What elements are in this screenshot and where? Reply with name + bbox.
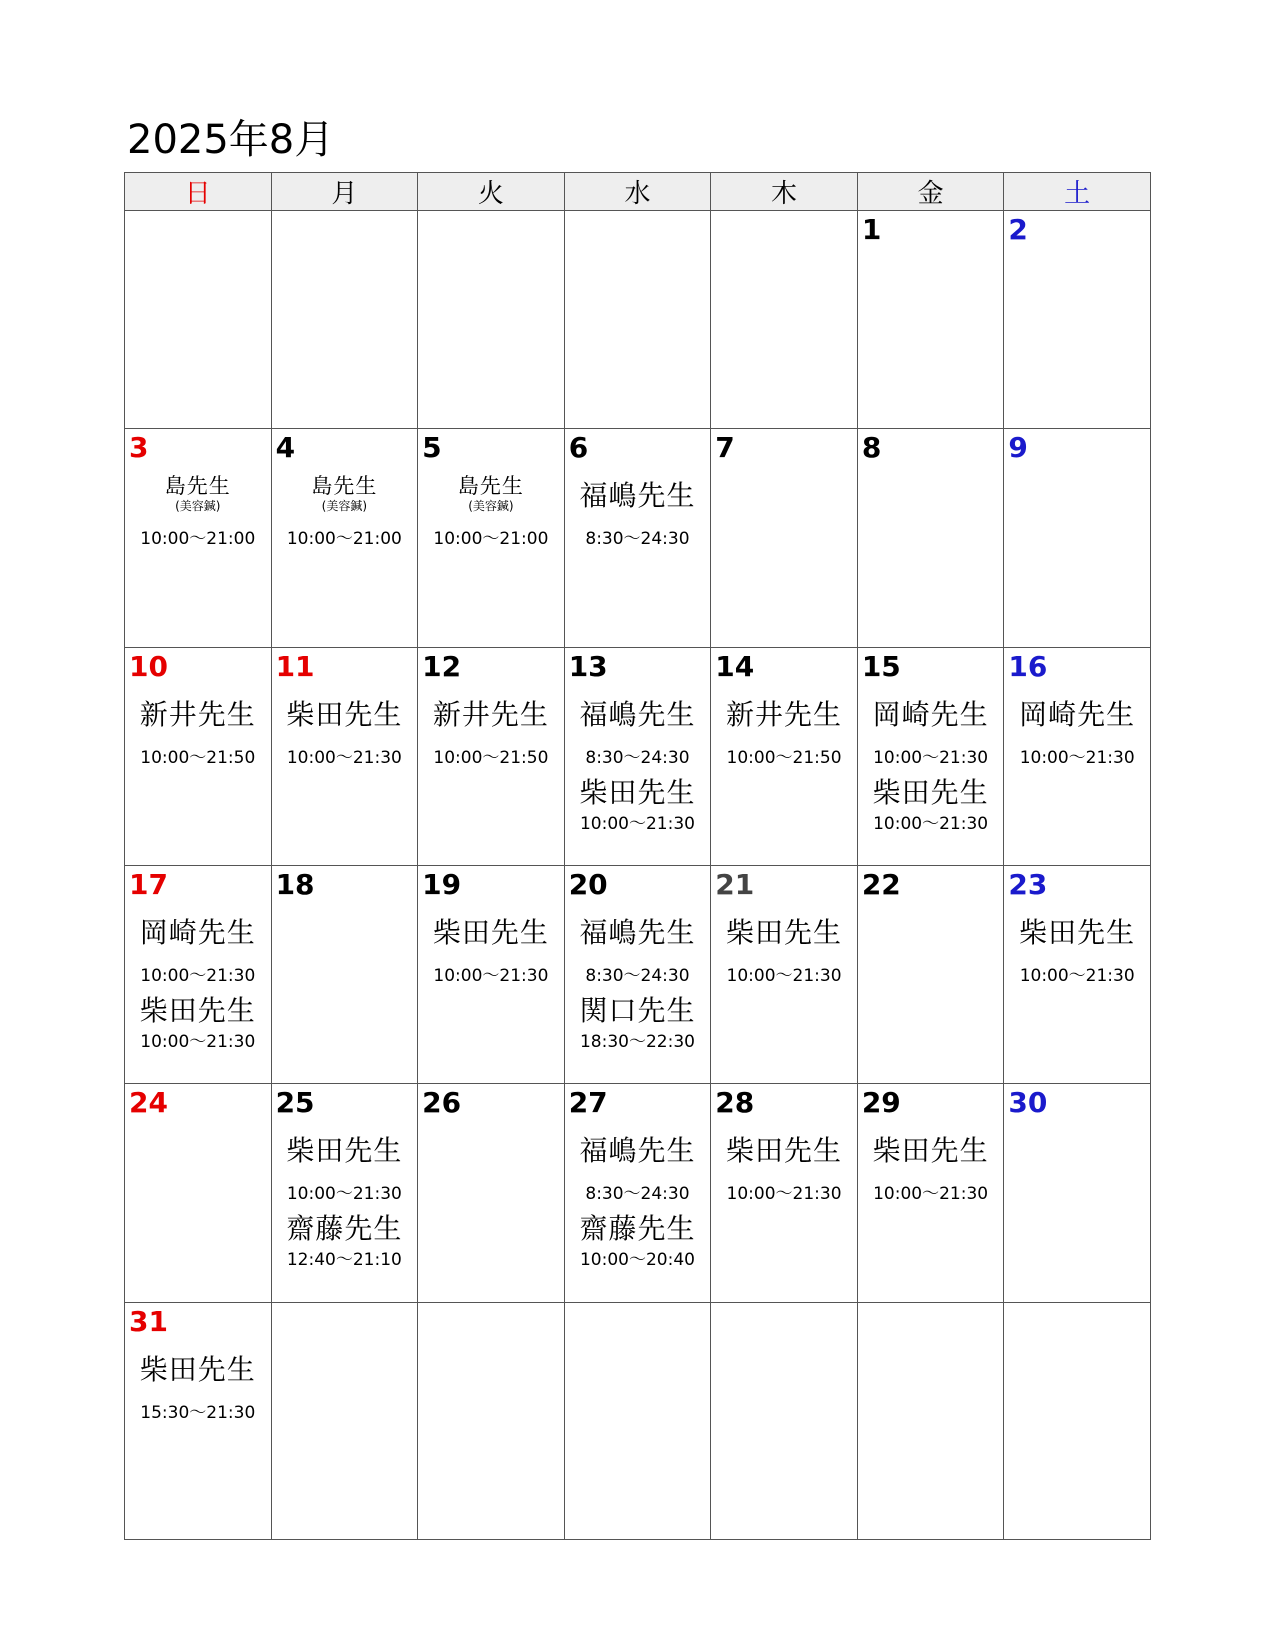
day-cell: [711, 647, 858, 865]
shift-list: [418, 473, 564, 549]
shift-list: [711, 916, 857, 986]
week-row: [125, 211, 1151, 429]
staff-name: 齋藤先生: [579, 1212, 696, 1246]
shift-entry: [565, 916, 711, 986]
week-row: [125, 865, 1151, 1083]
staff-name: 福嶋先生: [579, 697, 696, 731]
shift-entry: [272, 1134, 418, 1204]
day-cell: [418, 647, 565, 865]
shift-time: 8:30～24:30: [585, 1184, 690, 1205]
weekday-header: 土: [1004, 173, 1151, 211]
day-cell: [418, 865, 565, 1083]
empty-day-cell: [271, 211, 418, 429]
day-number: 8: [861, 431, 882, 465]
shift-time: 10:00～21:30: [1019, 747, 1135, 768]
shift-time: 10:00～21:50: [140, 747, 256, 768]
shift-entry: [565, 776, 711, 834]
shift-time: 10:00～21:50: [726, 747, 842, 768]
shift-entry: [418, 916, 564, 986]
staff-name: 齋藤先生: [286, 1212, 403, 1246]
day-cell: [564, 429, 711, 647]
shift-entry: [125, 698, 271, 768]
weekday-header: 月: [271, 173, 418, 211]
shift-list: [272, 1134, 418, 1270]
day-cell: [1004, 865, 1151, 1083]
staff-name: 新井先生: [139, 697, 256, 731]
shift-entry: [1004, 916, 1150, 986]
shift-list: [1004, 916, 1150, 986]
empty-day-cell: [711, 211, 858, 429]
day-number: 5: [422, 431, 442, 465]
staff-name: 岡崎先生: [872, 697, 989, 731]
staff-name: 柴田先生: [139, 993, 256, 1027]
staff-name: 柴田先生: [726, 915, 843, 949]
day-number: 13: [568, 649, 608, 683]
shift-entry: [565, 1134, 711, 1204]
shift-list: [418, 698, 564, 768]
weekday-header: 木: [711, 173, 858, 211]
shift-time: 10:00～21:30: [579, 813, 695, 834]
empty-day-cell: [418, 1302, 565, 1539]
shift-time: 10:00～21:30: [726, 1184, 842, 1205]
shift-list: [125, 473, 271, 549]
staff-name: 島先生: [457, 474, 524, 499]
shift-time: 10:00～21:50: [433, 747, 549, 768]
staff-name: 関口先生: [579, 993, 696, 1027]
day-cell: [125, 865, 272, 1083]
staff-name: 島先生: [311, 474, 378, 499]
shift-list: [858, 698, 1004, 834]
shift-entry: [565, 698, 711, 768]
shift-time: 10:00～21:30: [140, 1031, 256, 1052]
day-cell: [125, 647, 272, 865]
day-cell: [1004, 647, 1151, 865]
weekday-header-row: [125, 173, 1151, 211]
shift-entry: [565, 1212, 711, 1270]
day-cell: [1004, 429, 1151, 647]
shift-entry: [272, 698, 418, 768]
shift-time: 12:40～21:10: [286, 1250, 402, 1271]
day-number: 20: [568, 867, 608, 901]
staff-name: 島先生: [164, 474, 231, 499]
shift-time: 10:00～21:00: [140, 529, 256, 550]
day-number: 1: [861, 213, 882, 246]
day-cell: [857, 865, 1004, 1083]
shift-entry: [125, 994, 271, 1052]
staff-name: 柴田先生: [286, 1134, 403, 1168]
shift-time: 10:00～21:30: [873, 747, 989, 768]
day-cell: [564, 1084, 711, 1302]
shift-time: 8:30～24:30: [585, 747, 690, 768]
staff-name: 岡崎先生: [139, 915, 256, 949]
empty-day-cell: [1004, 1302, 1151, 1539]
shift-list: [125, 698, 271, 768]
shift-time: 10:00～21:30: [286, 747, 402, 768]
day-cell: [564, 865, 711, 1083]
shift-time: 10:00～21:30: [140, 965, 256, 986]
day-number: 7: [715, 431, 735, 465]
day-number: 15: [861, 649, 901, 683]
shift-time: 10:00～21:00: [286, 529, 402, 550]
day-cell: [857, 429, 1004, 647]
day-cell: [711, 865, 858, 1083]
shift-entry: [711, 698, 857, 768]
shift-list: [125, 916, 271, 1052]
shift-time: 18:30～22:30: [579, 1031, 695, 1052]
empty-day-cell: [271, 1302, 418, 1539]
shift-entry: [711, 1134, 857, 1204]
week-row: [125, 647, 1151, 865]
empty-day-cell: [418, 211, 565, 429]
day-number: 19: [422, 867, 462, 901]
staff-name: 柴田先生: [286, 697, 403, 731]
shift-entry: [272, 473, 418, 549]
day-number: 25: [275, 1086, 315, 1120]
shift-list: [711, 698, 857, 768]
shift-list: [565, 479, 711, 549]
staff-name: 柴田先生: [872, 775, 989, 809]
staff-name: 新井先生: [726, 697, 843, 731]
weekday-header: 火: [418, 173, 565, 211]
service-note: (美容鍼): [175, 499, 221, 514]
shift-list: [125, 1353, 271, 1423]
week-row: [125, 429, 1151, 647]
shift-time: 10:00～21:30: [1019, 965, 1135, 986]
day-cell: [857, 647, 1004, 865]
weekday-header: 日: [125, 173, 272, 211]
day-cell: [125, 1084, 272, 1302]
empty-day-cell: [564, 211, 711, 429]
day-number: 6: [568, 431, 589, 465]
day-cell: [1004, 211, 1151, 429]
day-cell: [271, 1084, 418, 1302]
day-number: 4: [275, 431, 296, 465]
service-note: (美容鍼): [468, 499, 514, 514]
shift-entry: [418, 698, 564, 768]
shift-list: [272, 473, 418, 549]
shift-entry: [858, 776, 1004, 834]
staff-name: 柴田先生: [726, 1134, 843, 1168]
empty-day-cell: [857, 1302, 1004, 1539]
staff-name: 福嶋先生: [579, 1134, 696, 1168]
shift-time: 10:00～21:30: [286, 1184, 402, 1205]
shift-entry: [272, 1212, 418, 1270]
day-number: 31: [129, 1304, 168, 1338]
empty-day-cell: [564, 1302, 711, 1539]
month-calendar: [124, 172, 1151, 1540]
day-number: 29: [861, 1086, 901, 1120]
shift-time: 10:00～21:30: [433, 965, 549, 986]
day-number: 9: [1008, 431, 1028, 465]
shift-time: 10:00～21:30: [873, 813, 989, 834]
shift-list: [711, 1134, 857, 1204]
day-number: 14: [715, 649, 755, 683]
shift-time: 15:30～21:30: [140, 1402, 256, 1423]
day-cell: [711, 1084, 858, 1302]
shift-time: 10:00～20:40: [579, 1250, 695, 1271]
day-number: 11: [275, 649, 315, 683]
staff-name: 岡崎先生: [1019, 697, 1136, 731]
day-number: 3: [129, 431, 149, 465]
day-cell: [271, 647, 418, 865]
weekday-header: 金: [857, 173, 1004, 211]
staff-name: 柴田先生: [432, 915, 549, 949]
day-cell: [125, 1302, 272, 1539]
day-number: 24: [129, 1086, 168, 1120]
day-number: 28: [715, 1086, 755, 1120]
day-number: 10: [129, 649, 168, 683]
shift-entry: [858, 698, 1004, 768]
shift-list: [418, 916, 564, 986]
day-number: 12: [422, 649, 462, 683]
day-cell: [857, 211, 1004, 429]
week-row: [125, 1084, 1151, 1302]
shift-entry: [125, 1353, 271, 1423]
day-cell: [857, 1084, 1004, 1302]
empty-day-cell: [711, 1302, 858, 1539]
day-cell: [271, 865, 418, 1083]
day-cell: [418, 1084, 565, 1302]
day-number: 17: [129, 867, 168, 901]
day-number: 27: [568, 1086, 608, 1120]
shift-list: [1004, 698, 1150, 768]
shift-entry: [418, 473, 564, 549]
day-cell: [1004, 1084, 1151, 1302]
shift-entry: [565, 479, 711, 549]
day-number: 26: [422, 1086, 462, 1120]
day-cell: [418, 429, 565, 647]
staff-name: 柴田先生: [1019, 915, 1136, 949]
shift-list: [565, 698, 711, 834]
day-number: 22: [861, 867, 901, 901]
shift-entry: [711, 916, 857, 986]
staff-name: 柴田先生: [139, 1352, 256, 1386]
day-number: 18: [275, 867, 315, 901]
shift-list: [858, 1134, 1004, 1204]
staff-name: 柴田先生: [579, 775, 696, 809]
day-number: 2: [1008, 213, 1028, 246]
service-note: (美容鍼): [321, 499, 368, 514]
staff-name: 柴田先生: [872, 1134, 989, 1168]
day-cell: [564, 647, 711, 865]
day-cell: [125, 429, 272, 647]
shift-list: [565, 916, 711, 1052]
shift-entry: [125, 473, 271, 549]
day-number: 21: [715, 867, 755, 901]
day-number: 16: [1008, 649, 1048, 683]
shift-entry: [1004, 698, 1150, 768]
shift-time: 10:00～21:30: [873, 1184, 989, 1205]
day-cell: [271, 429, 418, 647]
shift-time: 8:30～24:30: [585, 529, 690, 550]
day-number: 23: [1008, 867, 1048, 901]
page-title: 2025年8月: [127, 117, 335, 163]
shift-list: [272, 698, 418, 768]
shift-entry: [565, 994, 711, 1052]
calendar-body: [125, 211, 1151, 1540]
shift-time: 8:30～24:30: [585, 965, 690, 986]
shift-entry: [858, 1134, 1004, 1204]
day-cell: [711, 429, 858, 647]
shift-entry: [125, 916, 271, 986]
empty-day-cell: [125, 211, 272, 429]
staff-name: 福嶋先生: [579, 915, 696, 949]
day-number: 30: [1008, 1086, 1048, 1120]
weekday-header: 水: [564, 173, 711, 211]
shift-list: [565, 1134, 711, 1270]
shift-time: 10:00～21:00: [433, 529, 549, 550]
week-row: [125, 1302, 1151, 1539]
staff-name: 福嶋先生: [579, 479, 696, 513]
staff-name: 新井先生: [432, 697, 549, 731]
shift-time: 10:00～21:30: [726, 965, 842, 986]
